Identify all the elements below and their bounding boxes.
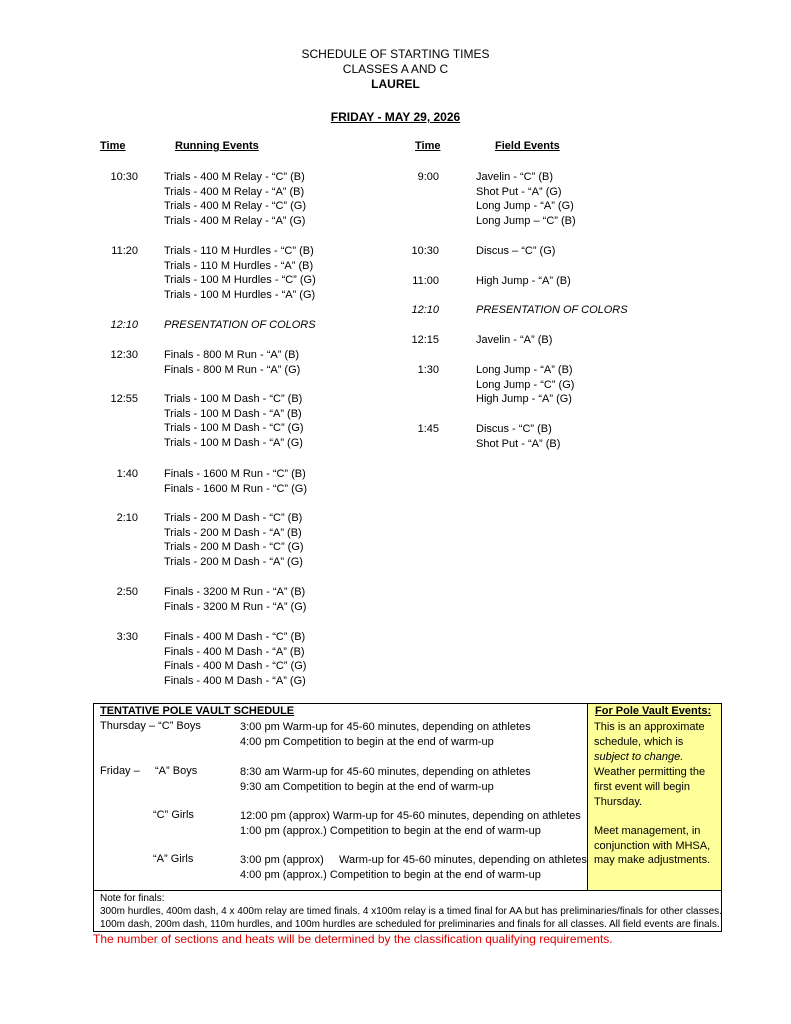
running-time: 2:50	[116, 586, 138, 598]
pv-notice-line: Weather permitting the	[594, 766, 706, 778]
event-date: FRIDAY - MAY 29, 2026	[330, 110, 461, 124]
finals-note-line: 300m hurdles, 400m dash, 4 x 400m relay are timed finals. 4 x100m relay is a timed final for AA but has preliminaries/finals for other classes.	[100, 906, 722, 917]
pv-notice-line: schedule, which is	[594, 736, 684, 748]
field-event: Long Jump - “A” (B)	[476, 364, 573, 376]
pv-notice-title: For Pole Vault Events:	[595, 705, 712, 717]
running-event: PRESENTATION OF COLORS	[164, 319, 316, 331]
finals-note-line: 100m dash, 200m dash, 110m hurdles, and 100m hurdles are scheduled for preliminaries and finals for all classes. All field events are finals.	[100, 919, 720, 930]
running-time: 1:40	[116, 468, 138, 480]
running-time: 12:30	[110, 349, 138, 361]
running-event: Trials - 100 M Dash - “C” (B)	[164, 393, 303, 405]
pv-notice-line: conjunction with MHSA,	[594, 840, 711, 852]
doc-title: SCHEDULE OF STARTING TIMES	[301, 47, 490, 61]
pv-notice-line: Meet management, in	[594, 825, 701, 837]
running-time: 12:55	[110, 393, 138, 405]
field-event: Long Jump – “C” (B)	[476, 215, 576, 228]
field-event: Javelin - “A” (B)	[476, 334, 553, 346]
field-event: Long Jump - “A” (G)	[476, 200, 574, 213]
pole-vault-title: TENTATIVE POLE VAULT SCHEDULE	[100, 705, 295, 717]
running-event: Finals - 800 M Run - “A” (B)	[164, 349, 300, 361]
pv-notice-line: This is an approximate	[594, 721, 705, 733]
running-event: Finals - 400 M Dash - “A” (G)	[164, 675, 306, 688]
running-event: Trials - 400 M Relay - “C” (B)	[164, 171, 305, 183]
running-event: Finals - 1600 M Run - “C” (G)	[164, 482, 308, 495]
field-time-header: Time	[415, 140, 441, 152]
field-event: High Jump - “A” (G)	[476, 393, 572, 406]
doc-subtitle: CLASSES A AND C	[342, 62, 449, 76]
venue-name: LAUREL	[371, 77, 420, 91]
running-event: Trials - 100 M Hurdles - “C” (G)	[164, 274, 316, 287]
running-event: Finals - 800 M Run - “A” (G)	[164, 363, 301, 376]
running-event: Trials - 100 M Dash - “A” (B)	[164, 407, 302, 420]
field-time: 12:15	[411, 334, 439, 346]
running-event: Finals - 1600 M Run - “C” (B)	[164, 468, 306, 480]
field-time: 10:30	[411, 245, 439, 257]
running-event: Trials - 100 M Hurdles - “A” (G)	[164, 289, 316, 302]
pv-line: 3:00 pm (approx) Warm-up for 45-60 minutes, depending on athletes	[240, 854, 587, 866]
running-event: Trials - 200 M Dash - “C” (B)	[164, 512, 303, 524]
running-event: Trials - 400 M Relay - “A” (G)	[164, 215, 306, 228]
field-event: Javelin - “C” (B)	[476, 171, 554, 183]
field-event: Long Jump - “C” (G)	[476, 378, 575, 391]
field-time: 11:00	[412, 275, 439, 287]
pv-line: 4:00 pm (approx.) Competition to begin at the end of warm-up	[240, 869, 541, 881]
pv-label-c-girls: “C” Girls	[153, 809, 194, 821]
pv-line: 12:00 pm (approx) Warm-up for 45-60 minutes, depending on athletes	[240, 810, 581, 822]
heats-footer-note: The number of sections and heats will be determined by the classification qualifying requirements.	[93, 932, 613, 946]
field-event: Shot Put - “A” (B)	[476, 437, 561, 450]
running-event: Finals - 400 M Dash - “A” (B)	[164, 645, 305, 658]
field-time: 1:45	[417, 423, 439, 435]
pv-notice-line: may make adjustments.	[594, 854, 711, 866]
field-event: Discus - “C” (B)	[476, 423, 552, 435]
running-time: 2:10	[116, 512, 138, 524]
field-event: Discus – “C” (G)	[476, 245, 556, 257]
field-time: 9:00	[417, 171, 439, 183]
running-event: Trials - 200 M Dash - “C” (G)	[164, 541, 304, 554]
pv-label-thursday-c-boys: Thursday – “C” Boys	[100, 720, 201, 732]
pv-notice-italic: subject to change.	[594, 751, 684, 763]
running-event: Trials - 200 M Dash - “A” (G)	[164, 556, 303, 569]
field-event: High Jump - “A” (B)	[476, 275, 571, 287]
field-time: 1:30	[417, 364, 439, 376]
field-event: Shot Put - “A” (G)	[476, 185, 562, 198]
running-event: Trials - 110 M Hurdles - “A” (B)	[164, 259, 314, 272]
running-time: 11:20	[111, 245, 138, 257]
running-time: 3:30	[116, 631, 138, 643]
running-event: Trials - 400 M Relay - “C” (G)	[164, 200, 306, 213]
running-event: Trials - 110 M Hurdles - “C” (B)	[164, 245, 314, 257]
pv-line: 8:30 am Warm-up for 45-60 minutes, depending on athletes	[240, 766, 531, 778]
pv-line: 1:00 pm (approx.) Competition to begin at the end of warm-up	[240, 825, 541, 837]
running-event: Finals - 3200 M Run - “A” (B)	[164, 586, 306, 598]
running-event: Finals - 400 M Dash - “C” (G)	[164, 660, 307, 673]
pv-line: 4:00 pm Competition to begin at the end of warm-up	[240, 736, 494, 748]
running-events-header: Running Events	[175, 140, 259, 152]
running-time-header: Time	[100, 140, 126, 152]
pv-label-friday-a-boys: Friday – “A” Boys	[100, 765, 198, 777]
finals-note-heading: Note for finals:	[100, 893, 165, 904]
pv-line: 9:30 am Competition to begin at the end of warm-up	[240, 781, 494, 793]
running-event: Trials - 200 M Dash - “A” (B)	[164, 526, 302, 539]
running-time: 10:30	[110, 171, 138, 183]
field-events-header: Field Events	[495, 140, 560, 152]
pv-label-a-girls: “A” Girls	[153, 853, 194, 865]
pv-notice-line: Thursday.	[594, 796, 643, 808]
pv-line: 3:00 pm Warm-up for 45-60 minutes, depending on athletes	[240, 721, 531, 733]
running-event: Trials - 100 M Dash - “C” (G)	[164, 422, 304, 435]
field-event: PRESENTATION OF COLORS	[476, 304, 628, 316]
running-time: 12:10	[110, 319, 138, 331]
running-event: Trials - 100 M Dash - “A” (G)	[164, 437, 303, 450]
running-event: Finals - 3200 M Run - “A” (G)	[164, 600, 307, 613]
running-event: Trials - 400 M Relay - “A” (B)	[164, 185, 305, 198]
running-event: Finals - 400 M Dash - “C” (B)	[164, 631, 306, 643]
field-time: 12:10	[411, 304, 439, 316]
pv-notice-line: first event will begin	[594, 781, 690, 793]
